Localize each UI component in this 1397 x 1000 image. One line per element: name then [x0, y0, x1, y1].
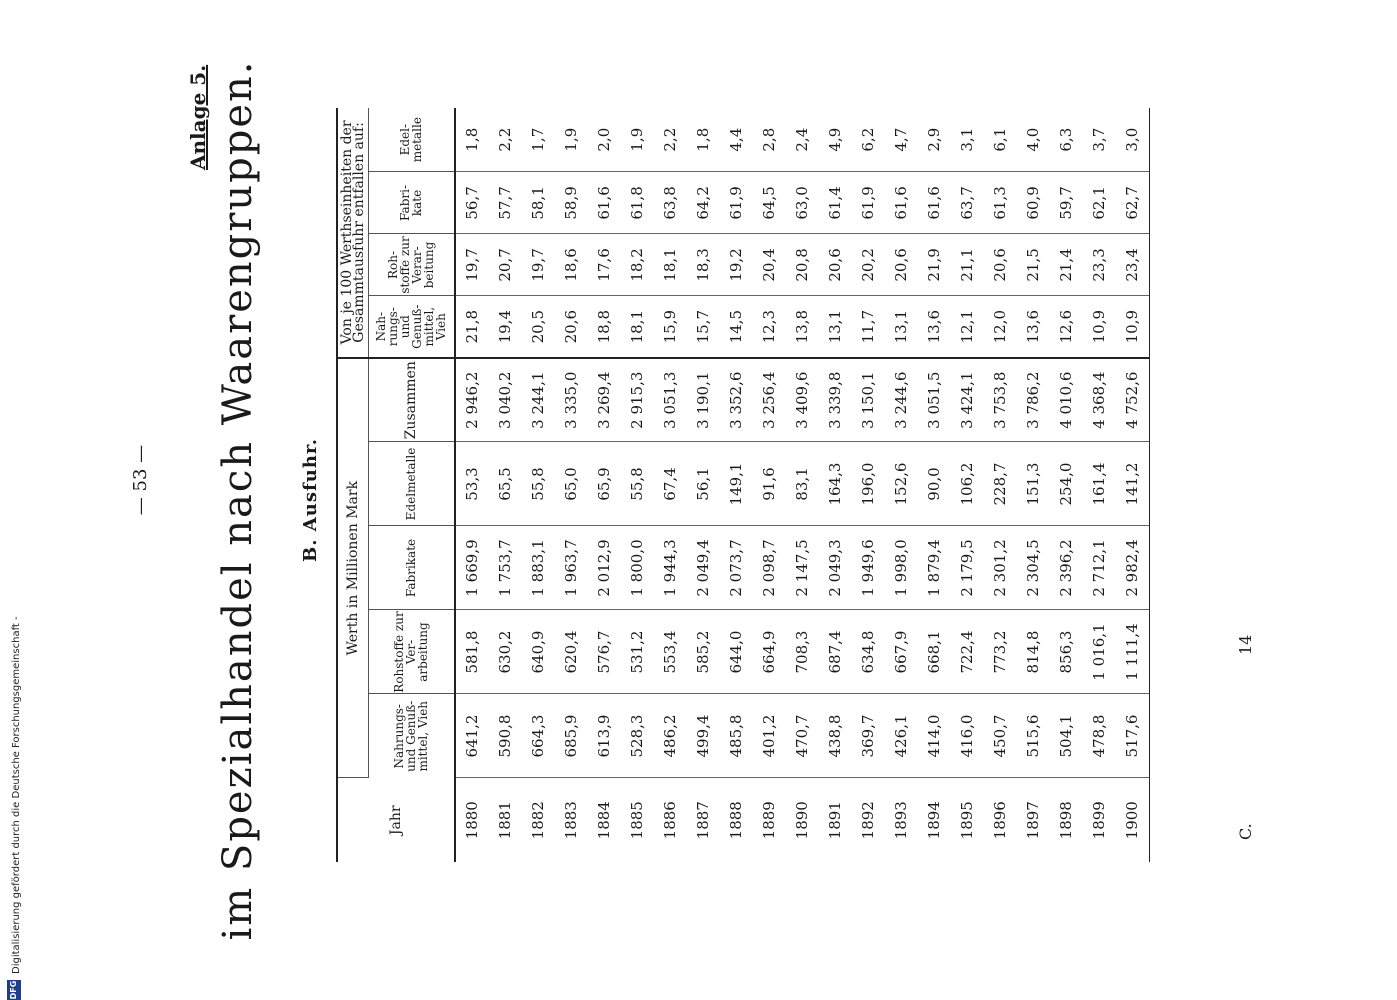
- value-cell: 2 147,5: [786, 526, 819, 610]
- value-cell: 485,8: [720, 694, 753, 778]
- year-cell: 1898: [1057, 801, 1075, 840]
- value-cell: 228,7: [984, 442, 1017, 526]
- percent-cell: 14,5: [720, 296, 753, 358]
- percent-cell: 18,3: [687, 234, 720, 296]
- percent-cell: 23,4: [1116, 234, 1150, 296]
- value-cell: 1 879,4: [918, 526, 951, 610]
- year-cell: 1893: [892, 801, 910, 840]
- value-cell: 65,5: [489, 442, 522, 526]
- value-cell: 151,3: [1017, 442, 1050, 526]
- value-cell: 3 424,1: [951, 358, 984, 442]
- value-cell: 2 012,9: [588, 526, 621, 610]
- value-cell: 67,4: [654, 442, 687, 526]
- value-cell: 517,6: [1116, 694, 1150, 778]
- table-row: [654, 108, 687, 862]
- percent-header-precious-metals: Edel- metalle: [369, 108, 455, 172]
- percent-cell: 13,1: [819, 296, 852, 358]
- value-cell: 667,9: [885, 610, 918, 694]
- table-row: [951, 108, 984, 862]
- value-cell: 640,9: [522, 610, 555, 694]
- percent-cell: 2,4: [786, 108, 819, 172]
- value-cell: 685,9: [555, 694, 588, 778]
- value-cell: 1 963,7: [555, 526, 588, 610]
- value-cell: 161,4: [1083, 442, 1116, 526]
- percent-header-raw: Roh- stoffe zur Verar- beitung: [369, 234, 455, 296]
- value-cell: 3 269,4: [588, 358, 621, 442]
- value-cell: 450,7: [984, 694, 1017, 778]
- value-cell: 664,9: [753, 610, 786, 694]
- value-header-food: Nahrungs- und Genuß- mittel, Vieh: [392, 700, 431, 772]
- value-cell: 1 800,0: [621, 526, 654, 610]
- percent-cell: 61,8: [621, 172, 654, 234]
- value-cell: 3 753,8: [984, 358, 1017, 442]
- percent-cell: 12,1: [951, 296, 984, 358]
- table-row: [786, 108, 819, 862]
- percent-cell: 62,1: [1083, 172, 1116, 234]
- year-cell: 1883: [562, 801, 580, 840]
- value-cell: 55,8: [522, 442, 555, 526]
- year-cell: 1885: [628, 801, 646, 840]
- percent-cell: 3,0: [1116, 108, 1150, 172]
- value-cell: 141,2: [1116, 442, 1150, 526]
- year-cell: 1892: [859, 801, 877, 840]
- percent-cell: 58,9: [555, 172, 588, 234]
- table-row: [621, 108, 654, 862]
- value-cell: 55,8: [621, 442, 654, 526]
- value-cell: 4 010,6: [1050, 358, 1083, 442]
- year-cell: 1894: [925, 801, 943, 840]
- value-cell: 620,4: [555, 610, 588, 694]
- value-cell: 814,8: [1017, 610, 1050, 694]
- percent-header-food: Nah- rungs- und Genuß- mittel, Vieh: [369, 296, 455, 358]
- appendix-label: Anlage 5.: [186, 64, 210, 170]
- value-cell: 499,4: [687, 694, 720, 778]
- value-cell: 2 982,4: [1116, 526, 1150, 610]
- value-cell: 553,4: [654, 610, 687, 694]
- percent-cell: 1,9: [621, 108, 654, 172]
- year-cell: 1896: [991, 801, 1009, 840]
- value-cell: 3 352,6: [720, 358, 753, 442]
- value-cell: 722,4: [951, 610, 984, 694]
- table-row: [852, 108, 885, 862]
- year-cell: 1900: [1116, 778, 1150, 862]
- percent-cell: 6,3: [1050, 108, 1083, 172]
- value-cell: 644,0: [720, 610, 753, 694]
- value-cell: 3 051,3: [654, 358, 687, 442]
- percent-cell: 20,4: [753, 234, 786, 296]
- percent-cell: 12,6: [1050, 296, 1083, 358]
- value-cell: 470,7: [786, 694, 819, 778]
- year-cell: 1899: [1090, 801, 1108, 840]
- value-cell: 83,1: [786, 442, 819, 526]
- value-cell: 1 111,4: [1116, 610, 1150, 694]
- digitization-note: Digitalisierung gefördert durch die Deutsche Forschungsgemeinschaft -: [11, 616, 22, 974]
- percent-cell: 18,2: [621, 234, 654, 296]
- value-cell: 91,6: [753, 442, 786, 526]
- value-cell: 53,3: [455, 442, 489, 526]
- table-row: [489, 108, 522, 862]
- value-cell: 106,2: [951, 442, 984, 526]
- percent-cell: 61,4: [819, 172, 852, 234]
- value-cell: 3 244,6: [885, 358, 918, 442]
- percent-cell: 64,5: [753, 172, 786, 234]
- percent-cell: 2,9: [918, 108, 951, 172]
- percent-cell: 19,7: [522, 234, 555, 296]
- percent-cell: 19,2: [720, 234, 753, 296]
- value-cell: 2 049,3: [819, 526, 852, 610]
- value-cell: 664,3: [522, 694, 555, 778]
- value-cell: 3 256,4: [753, 358, 786, 442]
- value-cell: 3 335,0: [555, 358, 588, 442]
- value-cell: 416,0: [951, 694, 984, 778]
- percent-cell: 2,2: [654, 108, 687, 172]
- percent-cell: 11,7: [852, 296, 885, 358]
- percent-cell: 10,9: [1083, 296, 1116, 358]
- percent-cell: 13,6: [1017, 296, 1050, 358]
- percent-cell: 64,2: [687, 172, 720, 234]
- percent-cell: 15,7: [687, 296, 720, 358]
- year-cell: 1884: [595, 801, 613, 840]
- percent-cell: 20,6: [984, 234, 1017, 296]
- value-cell: 152,6: [885, 442, 918, 526]
- percent-cell: 23,3: [1083, 234, 1116, 296]
- percent-cell: 63,8: [654, 172, 687, 234]
- table-row: [753, 108, 786, 862]
- value-cell: 1 944,3: [654, 526, 687, 610]
- percent-cell: 19,4: [489, 296, 522, 358]
- percent-cell: 56,7: [455, 172, 489, 234]
- percent-cell: 13,6: [918, 296, 951, 358]
- percent-cell: 20,7: [489, 234, 522, 296]
- percent-cell: 19,7: [455, 234, 489, 296]
- value-cell: 56,1: [687, 442, 720, 526]
- percent-cell: 2,8: [753, 108, 786, 172]
- percent-cell: 21,4: [1050, 234, 1083, 296]
- percent-cell: 4,9: [819, 108, 852, 172]
- value-cell: 2 396,2: [1050, 526, 1083, 610]
- value-cell: 2 179,5: [951, 526, 984, 610]
- sheet-number: 14: [1236, 634, 1255, 655]
- percent-cell: 61,9: [720, 172, 753, 234]
- value-header-precious-metals: Edelmetalle: [369, 442, 455, 526]
- value-cell: 3 339,8: [819, 358, 852, 442]
- percent-cell: 63,0: [786, 172, 819, 234]
- page-title: im Spezialhandel nach Waarengruppen.: [215, 59, 261, 941]
- percent-cell: 1,8: [687, 108, 720, 172]
- value-cell: 369,7: [852, 694, 885, 778]
- value-cell: 3 786,2: [1017, 358, 1050, 442]
- value-cell: 3 244,1: [522, 358, 555, 442]
- percent-cell: 20,8: [786, 234, 819, 296]
- value-cell: 585,2: [687, 610, 720, 694]
- value-cell: 486,2: [654, 694, 687, 778]
- percent-cell: 57,7: [489, 172, 522, 234]
- percent-cell: 61,6: [885, 172, 918, 234]
- value-cell: 528,3: [621, 694, 654, 778]
- percent-cell: 20,6: [885, 234, 918, 296]
- value-cell: 3 409,6: [786, 358, 819, 442]
- value-cell: 504,1: [1050, 694, 1083, 778]
- value-cell: 634,8: [852, 610, 885, 694]
- value-cell: 414,0: [918, 694, 951, 778]
- value-cell: 478,8: [1083, 694, 1116, 778]
- page-number: — 53 —: [130, 444, 151, 516]
- percent-cell: 1,8: [455, 108, 489, 172]
- value-cell: 4 368,4: [1083, 358, 1116, 442]
- value-cell: 641,2: [455, 694, 489, 778]
- percent-cell: 18,8: [588, 296, 621, 358]
- percent-cell: 13,1: [885, 296, 918, 358]
- year-cell: 1887: [694, 801, 712, 840]
- value-cell: 164,3: [819, 442, 852, 526]
- export-table: [336, 108, 1150, 862]
- year-cell: 1890: [793, 801, 811, 840]
- value-cell: 149,1: [720, 442, 753, 526]
- dfg-logo-icon: DFG: [7, 980, 21, 1000]
- percent-cell: 61,3: [984, 172, 1017, 234]
- year-cell: 1889: [760, 801, 778, 840]
- value-cell: 426,1: [885, 694, 918, 778]
- value-cell: 3 040,2: [489, 358, 522, 442]
- value-header-total: Zusammen: [369, 358, 455, 442]
- percent-header-manufactures: Fabri- kate: [369, 172, 455, 234]
- percent-cell: 18,1: [654, 234, 687, 296]
- value-cell: 856,3: [1050, 610, 1083, 694]
- percent-cell: 59,7: [1050, 172, 1083, 234]
- table-row: [984, 108, 1017, 862]
- percent-cell: 12,3: [753, 296, 786, 358]
- value-cell: 1 753,7: [489, 526, 522, 610]
- signature-mark: C.: [1236, 823, 1255, 840]
- year-cell: 1888: [727, 801, 745, 840]
- percent-cell: 3,1: [951, 108, 984, 172]
- percent-cell: 21,8: [455, 296, 489, 358]
- table-row: [720, 108, 753, 862]
- value-cell: 590,8: [489, 694, 522, 778]
- value-cell: 773,2: [984, 610, 1017, 694]
- value-cell: 1 998,0: [885, 526, 918, 610]
- value-cell: 254,0: [1050, 442, 1083, 526]
- value-cell: 65,0: [555, 442, 588, 526]
- value-cell: 438,8: [819, 694, 852, 778]
- table-row: [1083, 108, 1116, 862]
- percent-cell: 4,4: [720, 108, 753, 172]
- percent-group-header: Von je 100 Werthseinheiten der Gesammtausfuhr entfallen auf:: [337, 108, 369, 358]
- percent-cell: 12,0: [984, 296, 1017, 358]
- year-cell: 1880: [455, 778, 489, 862]
- percent-cell: 3,7: [1083, 108, 1116, 172]
- percent-cell: 13,8: [786, 296, 819, 358]
- year-cell: 1897: [1024, 801, 1042, 840]
- table-row: [588, 108, 621, 862]
- value-header-raw: Rohstoffe zur Ver- arbeitung: [369, 610, 455, 694]
- percent-cell: 18,1: [621, 296, 654, 358]
- percent-cell: 4,0: [1017, 108, 1050, 172]
- percent-cell: 61,6: [588, 172, 621, 234]
- value-cell: 3 051,5: [918, 358, 951, 442]
- value-cell: 4 752,6: [1116, 358, 1150, 442]
- table-row: [1050, 108, 1083, 862]
- value-cell: 1 016,1: [1083, 610, 1116, 694]
- percent-cell: 6,2: [852, 108, 885, 172]
- table-row: [687, 108, 720, 862]
- percent-cell: 15,9: [654, 296, 687, 358]
- value-cell: 581,8: [455, 610, 489, 694]
- percent-cell: 18,6: [555, 234, 588, 296]
- value-cell: 1 883,1: [522, 526, 555, 610]
- year-cell: 1886: [661, 801, 679, 840]
- value-cell: 515,6: [1017, 694, 1050, 778]
- percent-cell: 62,7: [1116, 172, 1150, 234]
- year-cell: 1881: [496, 801, 514, 840]
- year-cell: 1891: [826, 801, 844, 840]
- value-cell: 2 301,2: [984, 526, 1017, 610]
- percent-cell: 4,7: [885, 108, 918, 172]
- value-cell: 65,9: [588, 442, 621, 526]
- value-group-header: Werth in Millionen Mark: [337, 358, 369, 778]
- table-row: [918, 108, 951, 862]
- value-cell: 2 073,7: [720, 526, 753, 610]
- percent-cell: 2,2: [489, 108, 522, 172]
- table-row: [819, 108, 852, 862]
- table-row: [1116, 108, 1150, 862]
- percent-cell: 60,9: [1017, 172, 1050, 234]
- value-cell: 2 049,4: [687, 526, 720, 610]
- percent-cell: 21,5: [1017, 234, 1050, 296]
- value-cell: 3 190,1: [687, 358, 720, 442]
- percent-cell: 17,6: [588, 234, 621, 296]
- value-cell: 630,2: [489, 610, 522, 694]
- percent-cell: 21,9: [918, 234, 951, 296]
- value-cell: 576,7: [588, 610, 621, 694]
- value-cell: 1 669,9: [455, 526, 489, 610]
- percent-cell: 61,6: [918, 172, 951, 234]
- value-cell: 2 712,1: [1083, 526, 1116, 610]
- year-cell: 1895: [958, 801, 976, 840]
- percent-cell: 20,6: [555, 296, 588, 358]
- value-cell: 90,0: [918, 442, 951, 526]
- percent-cell: 10,9: [1116, 296, 1150, 358]
- percent-cell: 63,7: [951, 172, 984, 234]
- value-header-manufactures: Fabrikate: [369, 526, 455, 610]
- value-cell: 196,0: [852, 442, 885, 526]
- percent-cell: 58,1: [522, 172, 555, 234]
- value-cell: 2 304,5: [1017, 526, 1050, 610]
- value-cell: 668,1: [918, 610, 951, 694]
- digitization-footer: [0, 0, 39, 1000]
- value-cell: 401,2: [753, 694, 786, 778]
- percent-cell: 6,1: [984, 108, 1017, 172]
- section-subtitle: B. Ausfuhr.: [300, 438, 321, 562]
- percent-cell: 1,9: [555, 108, 588, 172]
- percent-cell: 20,5: [522, 296, 555, 358]
- table-row: [1017, 108, 1050, 862]
- value-cell: 1 949,6: [852, 526, 885, 610]
- year-cell: 1882: [529, 801, 547, 840]
- value-cell: 708,3: [786, 610, 819, 694]
- table-row: [885, 108, 918, 862]
- value-cell: 687,4: [819, 610, 852, 694]
- value-cell: 2 098,7: [753, 526, 786, 610]
- percent-cell: 61,9: [852, 172, 885, 234]
- value-cell: 613,9: [588, 694, 621, 778]
- percent-cell: 2,0: [588, 108, 621, 172]
- value-cell: 2 946,2: [455, 358, 489, 442]
- year-column-header: Jahr: [337, 778, 455, 862]
- value-cell: 531,2: [621, 610, 654, 694]
- value-cell: 2 915,3: [621, 358, 654, 442]
- percent-cell: 1,7: [522, 108, 555, 172]
- table-row: [555, 108, 588, 862]
- percent-cell: 20,2: [852, 234, 885, 296]
- percent-cell: 21,1: [951, 234, 984, 296]
- table-row: [522, 108, 555, 862]
- value-cell: 3 150,1: [852, 358, 885, 442]
- table-row: [455, 108, 489, 862]
- percent-cell: 20,6: [819, 234, 852, 296]
